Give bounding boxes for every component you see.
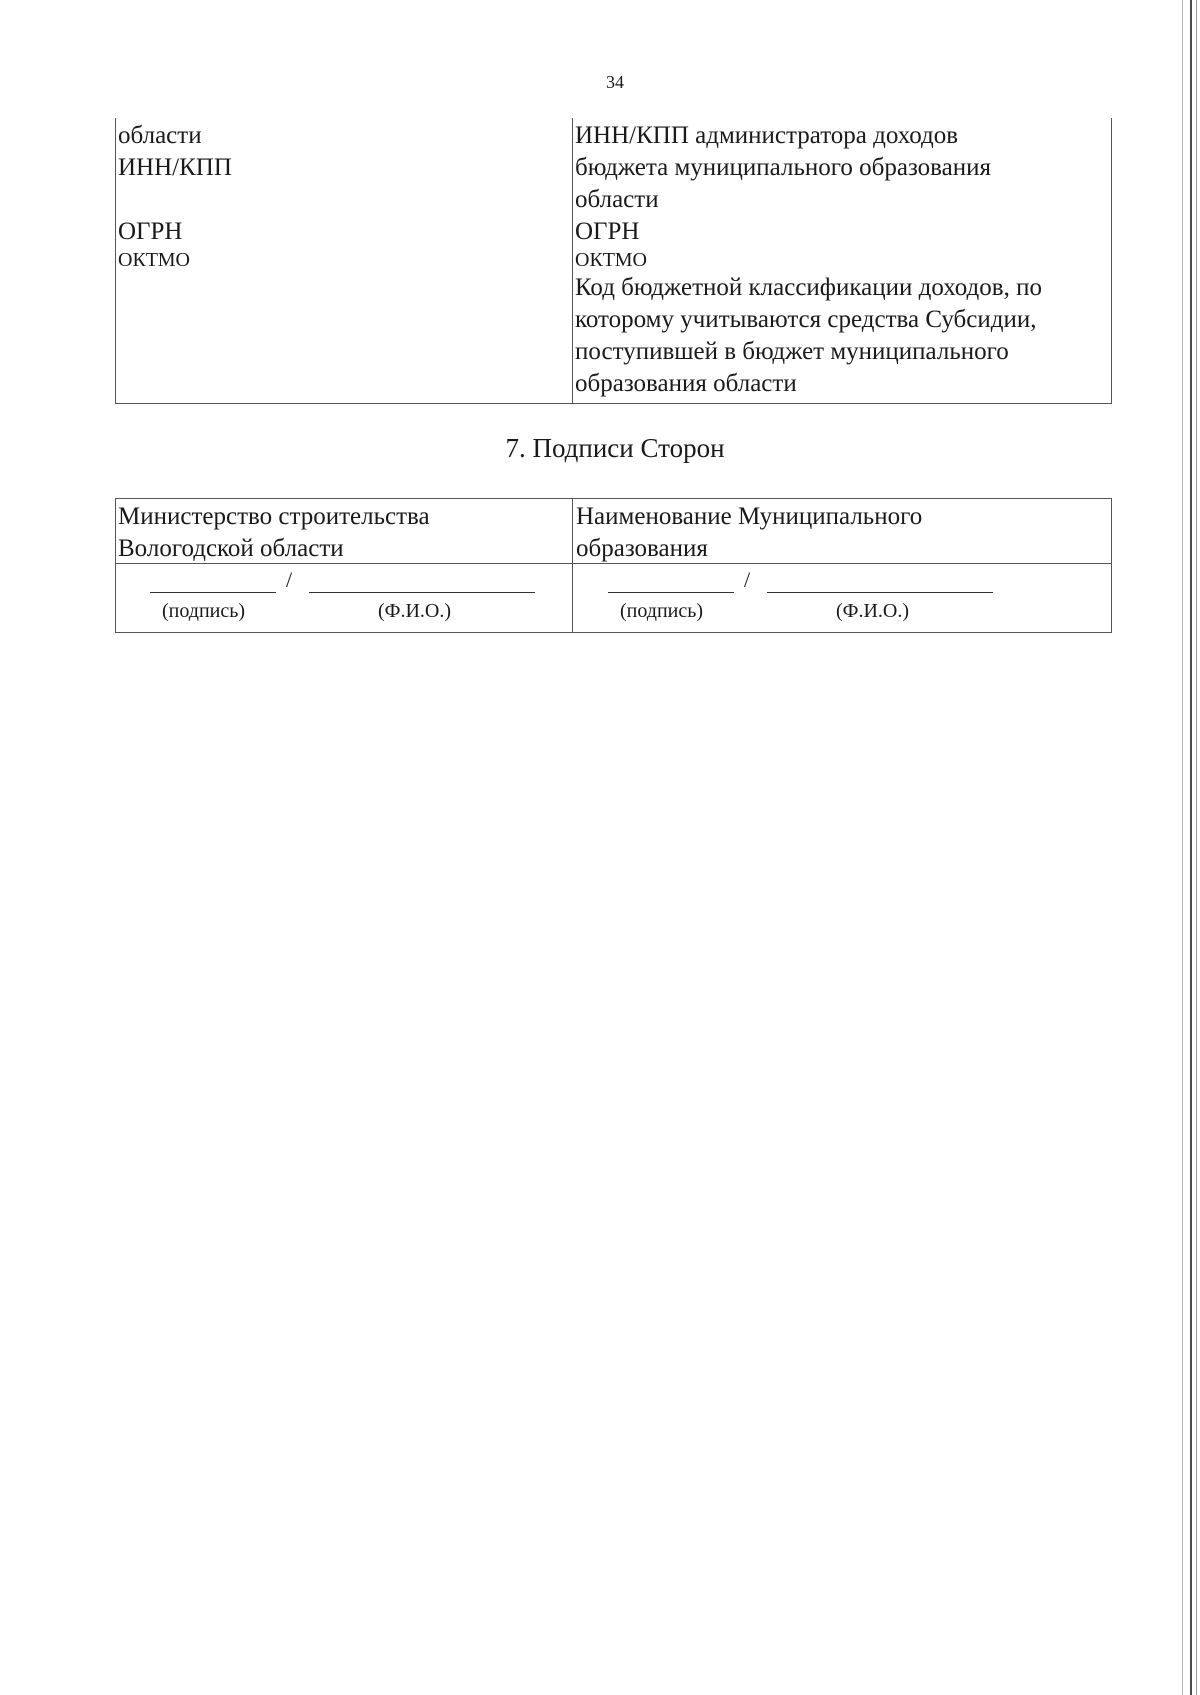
requisite-oktmo: ОКТМО xyxy=(575,249,647,271)
ministry-party-line2: Вологодской области xyxy=(118,535,344,562)
requisite-budget-code-cont2: поступившей в бюджет муниципального xyxy=(575,338,1009,365)
municipality-party-line1: Наименование Муниципального xyxy=(576,503,923,530)
fio-line xyxy=(767,592,993,593)
signature-slash: / xyxy=(286,567,293,592)
signature-caption: (подпись) xyxy=(620,600,704,622)
requisite-admin-inn-kpp-cont2: области xyxy=(575,186,659,213)
scan-edge-line xyxy=(1190,0,1192,1695)
page-number: 34 xyxy=(606,72,624,92)
ministry-signature-cell xyxy=(116,565,572,631)
requisites-ministry-column xyxy=(115,118,572,403)
requisite-region-tail: области xyxy=(118,122,202,149)
fio-caption: (Ф.И.О.) xyxy=(378,600,452,622)
signature-slash: / xyxy=(744,567,751,592)
requisite-budget-code-cont3: образования области xyxy=(575,370,797,397)
municipality-party-line2: образования xyxy=(576,535,708,562)
scan-edge-line xyxy=(1182,0,1183,1695)
requisite-admin-inn-kpp: ИНН/КПП администратора доходов xyxy=(575,122,959,149)
signature-caption: (подпись) xyxy=(162,600,246,622)
requisite-inn-kpp: ИНН/КПП xyxy=(118,154,232,181)
fio-line xyxy=(309,592,535,593)
section-title: 7. Подписи Сторон xyxy=(505,433,725,463)
fio-caption: (Ф.И.О.) xyxy=(836,600,910,622)
requisite-admin-inn-kpp-cont: бюджета муниципального образования xyxy=(575,154,992,181)
municipality-signature-cell xyxy=(574,565,1110,631)
requisite-ogrn: ОГРН xyxy=(575,218,640,245)
requisites-table xyxy=(115,118,1112,404)
municipality-party-name xyxy=(574,501,1106,565)
requisites-municipality-column xyxy=(572,118,1112,403)
requisite-budget-code: Код бюджетной классификации доходов, по xyxy=(575,274,1042,301)
signatures-table xyxy=(115,498,1112,633)
requisite-oktmo: ОКТМО xyxy=(118,249,190,271)
signature-line xyxy=(150,592,276,593)
requisite-ogrn: ОГРН xyxy=(118,218,183,245)
ministry-party-name xyxy=(116,501,570,565)
ministry-party-line1: Министерство строительства xyxy=(118,503,430,530)
scan-edge-line xyxy=(1196,0,1197,1695)
requisite-budget-code-cont: которому учитываются средства Субсидии, xyxy=(575,306,1037,333)
column-divider xyxy=(572,499,573,632)
signature-line xyxy=(608,592,734,593)
